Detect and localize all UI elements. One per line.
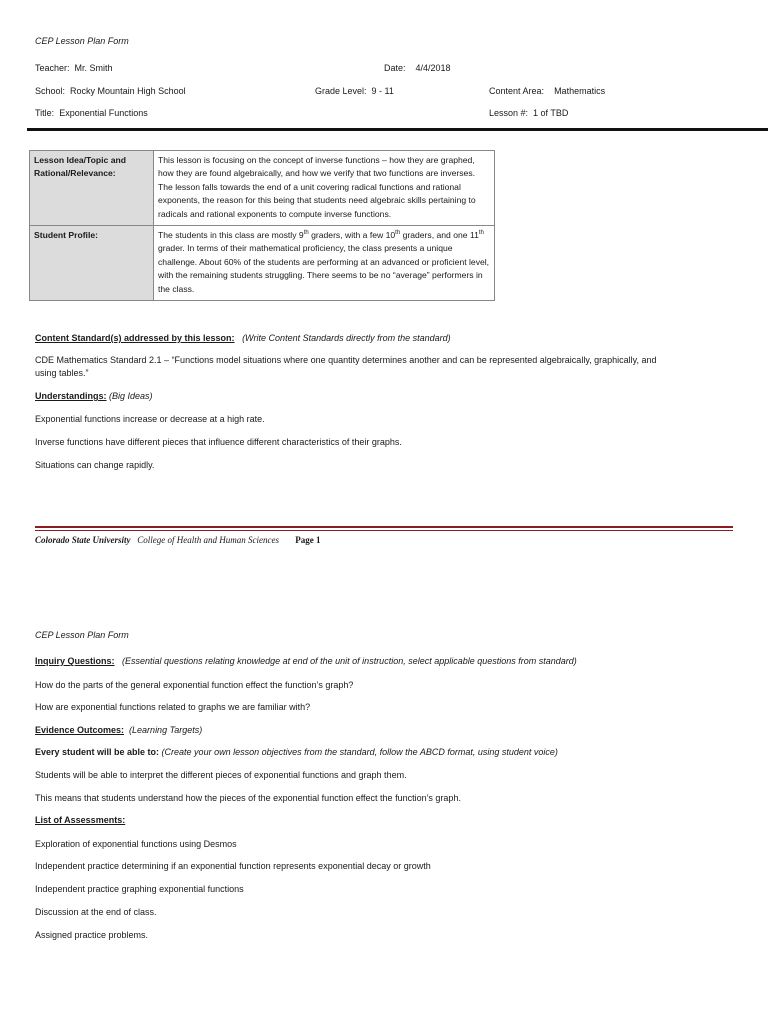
student-profile-text	[154, 226, 495, 301]
every-student-section	[35, 747, 558, 757]
school-label: School:	[35, 86, 66, 96]
outcome-item: This means that students understand how the pieces of the exponential function effect the function’s graph.	[35, 793, 461, 803]
grade-label: Grade Level:	[315, 86, 367, 96]
footer-college: College of Health and Human Sciences	[137, 535, 279, 545]
profile-text-c: graders, and one 11	[400, 230, 479, 241]
assessment-item: Independent practice graphing exponential functions	[35, 884, 244, 894]
lesson-number-field	[489, 108, 568, 118]
standards-text-line-1: CDE Mathematics Standard 2.1 – “Functions model situations where one quantity determines another and can be represented algebraically, graphically, and	[35, 355, 657, 365]
standards-note: (Write Content Standards directly from the standard)	[242, 333, 451, 343]
profile-sup-1: th	[303, 230, 309, 237]
lesson-number-value: 1 of TBD	[533, 108, 569, 118]
table-row	[30, 151, 495, 226]
grade-value: 9 - 11	[371, 86, 394, 96]
every-student-note: (Create your own lesson objectives from the standard, follow the ABCD format, using student voice)	[161, 747, 558, 757]
inquiry-question: How are exponential functions related to graphs we are familiar with?	[35, 702, 311, 712]
understanding-item: Exponential functions increase or decrease at a high rate.	[35, 414, 265, 424]
profile-sup-2: th	[395, 230, 401, 237]
every-student-label: Every student will be able to:	[35, 747, 160, 757]
lesson-info-table	[29, 150, 495, 301]
assessment-item: Exploration of exponential functions using Desmos	[35, 839, 237, 849]
lesson-idea-text: This lesson is focusing on the concept of inverse functions – how they are graphed, how they are found algebraically, and how we verify that two functions are inverses. The lesson falls towards the end of a unit covering radical functions and rational exponents, the reason for this being that students need algebraic skills pertaining to radicals and rational exponents to compute inverse functions.	[154, 151, 495, 226]
teacher-field	[35, 63, 113, 73]
standards-text-line-2: using tables.”	[35, 368, 89, 378]
understanding-item: Inverse functions have different pieces that influence different characteristics of their graphs.	[35, 437, 402, 447]
table-row	[30, 226, 495, 301]
page-footer	[35, 535, 321, 545]
evidence-heading: Evidence Outcomes:	[35, 725, 125, 735]
standards-heading: Content Standard(s) addressed by this lesson:	[35, 333, 235, 343]
date-label: Date:	[384, 63, 406, 73]
profile-text-a: The students in this class are mostly 9	[158, 230, 304, 241]
school-value: Rocky Mountain High School	[70, 86, 186, 96]
content-area-field	[489, 86, 605, 96]
evidence-section	[35, 725, 202, 735]
profile-sup-3: th	[478, 230, 484, 237]
date-field	[384, 63, 451, 73]
assessment-item: Assigned practice problems.	[35, 930, 149, 940]
profile-text-b: graders, with a few 10	[308, 230, 396, 241]
footer-page-number: Page 1	[295, 535, 321, 545]
inquiry-note: (Essential questions relating knowledge at end of the unit of instruction, select applicable questions from standard)	[122, 656, 577, 666]
school-field	[35, 86, 186, 96]
title-field	[35, 108, 148, 118]
standards-section	[35, 333, 451, 343]
lesson-number-label: Lesson #:	[489, 108, 529, 118]
evidence-note: (Learning Targets)	[129, 725, 203, 735]
inquiry-section	[35, 656, 577, 666]
profile-text-d: grader. In terms of their mathematical proficiency, the class presents a unique challenge. About 60% of the students are performing at an advanced or proficient level, with the remaining students struggling. There seems to be no “average” performers in the class.	[158, 243, 490, 294]
understanding-item: Situations can change rapidly.	[35, 460, 155, 470]
assessment-item: Discussion at the end of class.	[35, 907, 157, 917]
teacher-label: Teacher:	[35, 63, 70, 73]
footer-rule	[35, 526, 733, 528]
lesson-idea-label: Lesson Idea/Topic and Rational/Relevance:	[30, 151, 154, 226]
inquiry-heading: Inquiry Questions:	[35, 656, 115, 666]
student-profile-label: Student Profile:	[30, 226, 154, 301]
assessments-heading: List of Assessments:	[35, 815, 126, 825]
title-label: Title:	[35, 108, 55, 118]
understandings-heading: Understandings:	[35, 391, 107, 401]
form-title-page-2: CEP Lesson Plan Form	[35, 630, 129, 640]
teacher-value: Mr. Smith	[74, 63, 113, 73]
header-divider	[27, 128, 768, 131]
outcome-item: Students will be able to interpret the different pieces of exponential functions and graph them.	[35, 770, 407, 780]
content-area-label: Content Area:	[489, 86, 545, 96]
understandings-section	[35, 391, 153, 401]
date-value: 4/4/2018	[415, 63, 451, 73]
assessment-item: Independent practice determining if an exponential function represents exponential decay or growth	[35, 861, 431, 871]
footer-university: Colorado State University	[35, 535, 131, 545]
grade-field	[315, 86, 394, 96]
form-title: CEP Lesson Plan Form	[35, 36, 129, 46]
understandings-note: (Big Ideas)	[109, 391, 153, 401]
footer-rule-thin	[35, 530, 733, 531]
inquiry-question: How do the parts of the general exponential function effect the function’s graph?	[35, 680, 354, 690]
content-area-value: Mathematics	[554, 86, 606, 96]
title-value: Exponential Functions	[59, 108, 148, 118]
